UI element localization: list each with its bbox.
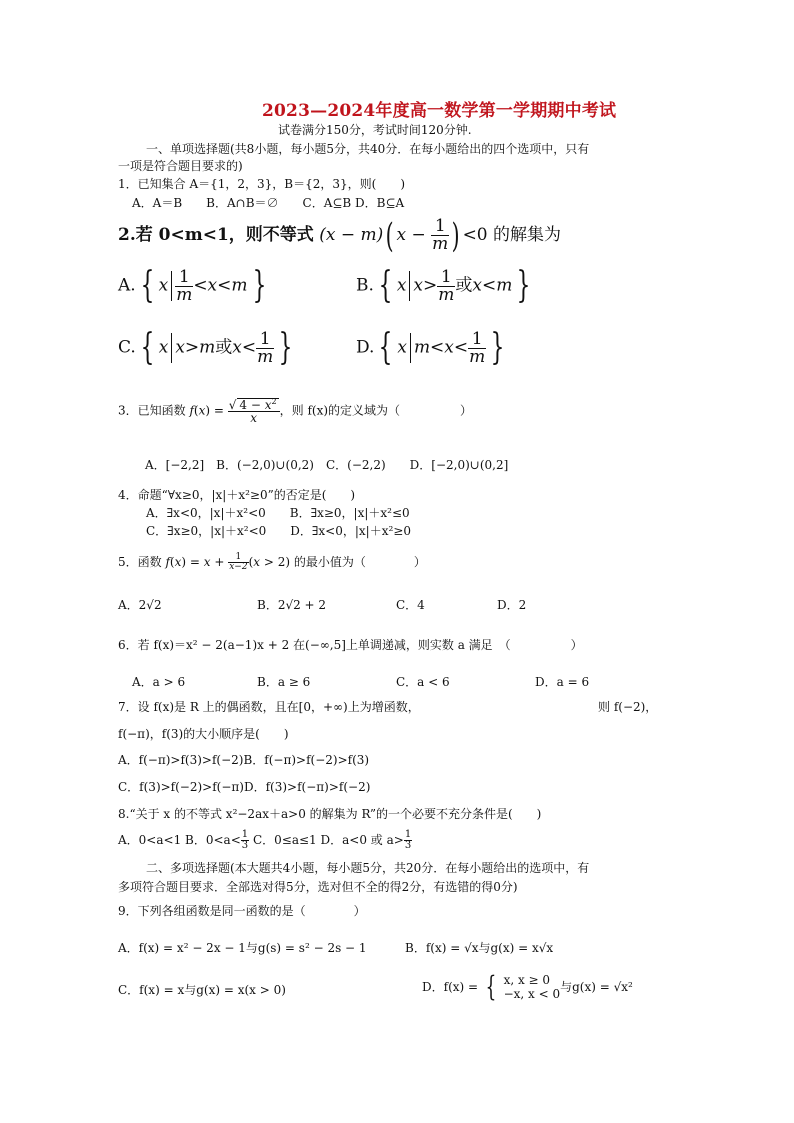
q9-option-c: C．f(x) = x与g(x) = x(x > 0): [118, 983, 286, 997]
q4-options-ab: A．∃x<0，|x|＋x²<0 B．∃x≥0，|x|＋x²≤0: [146, 506, 410, 520]
q2-option-a: A. { x $\frac{1}{m}$ <x<m }: [118, 265, 266, 306]
q7-options-cd: C．f(3)>f(−2)>f(−π)D．f(3)>f(−π)>f(−2): [118, 780, 371, 794]
q9-option-a: A．f(x) = x² − 2x − 1与g(s) = s² − 2s − 1: [118, 941, 367, 955]
q2-suffix: <0 的解集为: [462, 225, 562, 245]
section2-heading-cont: 多项符合题目要求．全部选对得5分，选对但不全的得2分，有选错的得0分): [118, 880, 518, 894]
section1-heading: 一、单项选择题(共8小题，每小题5分，共40分．在每小题给出的四个选项中，只有: [146, 142, 590, 156]
section2-heading: 二、多项选择题(本大题共4小题，每小题5分，共20分．在每小题给出的选项中，有: [146, 861, 590, 875]
q3-stem: 3．已知函数 f(x) = $\frac{√ 4 - x^2}{x}$ ，则 f(x)的定义域为（ ）: [118, 397, 473, 425]
q2-option-b: B. { x x> $\frac{1}{m}$ 或x<m }: [356, 265, 531, 306]
q8-option-c: C．0≤a≤1: [252, 833, 317, 847]
q2-stem: 2.若 0<m<1，则不等式 (x − m)( x − $\frac{1}{m}$ ) <0 的解集为: [118, 215, 562, 256]
q8-stem: 8.“关于 x 的不等式 x²−2ax＋a>0 的解集为 R”的一个必要不充分条件是( ): [118, 807, 542, 821]
q8-options: A．0<a<1 B．0<a< $\frac{1}{3}$ C．0≤a≤1 D．a<0 或 a> $\frac{1}{3}$: [118, 829, 412, 851]
q4-stem: 4．命题“∀x≥0，|x|＋x²≥0”的否定是( ): [118, 488, 356, 502]
q7-stem-right: 则 f(−2)，: [598, 700, 658, 714]
q6-stem: 6．若 f(x)＝x² − 2(a−1)x + 2 在(−∞,5]上单调递减，则实数 a 满足 （ ）: [118, 638, 583, 652]
q6-option-c: C．a < 6: [396, 675, 450, 689]
q5-stem: 5．函数 f(x) = x + $\frac{1}{x-2}$ (x > 2) 的最小值为（ ）: [118, 552, 426, 572]
q7-stem-cont: f(−π)，f(3)的大小顺序是( ): [118, 727, 289, 741]
section1-heading-cont: 一项是符合题目要求的): [118, 159, 243, 173]
q5-option-c: C．4: [396, 598, 425, 612]
q1-stem: 1．已知集合 A＝{1，2，3}，B＝{2，3}，则( ): [118, 177, 406, 191]
q6-option-d: D．a = 6: [535, 675, 590, 689]
q6-option-a: A．a > 6: [132, 675, 186, 689]
q9-option-d: D．f(x) = { x, x ≥ 0 −x, x < 0 与g(x) = √x²: [422, 970, 633, 1003]
q3-options: A．[−2,2] B．(−2,0)∪(0,2) C．(−2,2) D．[−2,0)∪(0,2]: [145, 458, 509, 472]
q2-option-d: D. { x m<x< $\frac{1}{m}$ }: [356, 327, 505, 368]
q5-option-a: A．2√2: [118, 598, 162, 612]
q4-options-cd: C．∃x≥0，|x|＋x²<0 D．∃x<0，|x|＋x²≥0: [146, 524, 411, 538]
q5-option-d: D．2: [497, 598, 527, 612]
q8-option-b: B．0<a<: [185, 833, 241, 847]
exam-title: 2023—2024年度高一数学第一学期期中考试: [262, 101, 617, 121]
exam-subtitle: 试卷满分150分，考试时间120分钟.: [278, 123, 472, 137]
q5-option-b: B．2√2 + 2: [257, 598, 327, 612]
q9-option-b: B．f(x) = √x与g(x) = x√x: [405, 941, 554, 955]
q8-option-d: D．a<0 或 a>: [320, 833, 404, 847]
q8-option-a: A．0<a<1: [118, 833, 182, 847]
q2-prefix: 2.若 0<m<1，则不等式: [118, 225, 314, 245]
q7-stem: 7．设 f(x)是 R 上的偶函数，且在[0，+∞)上为增函数，: [118, 700, 420, 714]
q9-stem: 9．下列各组函数是同一函数的是（ ）: [118, 904, 366, 918]
q6-option-b: B．a ≥ 6: [257, 675, 311, 689]
q2-option-c: C. { x x>m或x< $\frac{1}{m}$ }: [118, 327, 293, 368]
q7-options-ab: A．f(−π)>f(3)>f(−2)B．f(−π)>f(−2)>f(3): [118, 753, 370, 767]
q1-options: A．A＝B B．A∩B＝∅ C．A⊆B D．B⊆A: [132, 196, 405, 210]
